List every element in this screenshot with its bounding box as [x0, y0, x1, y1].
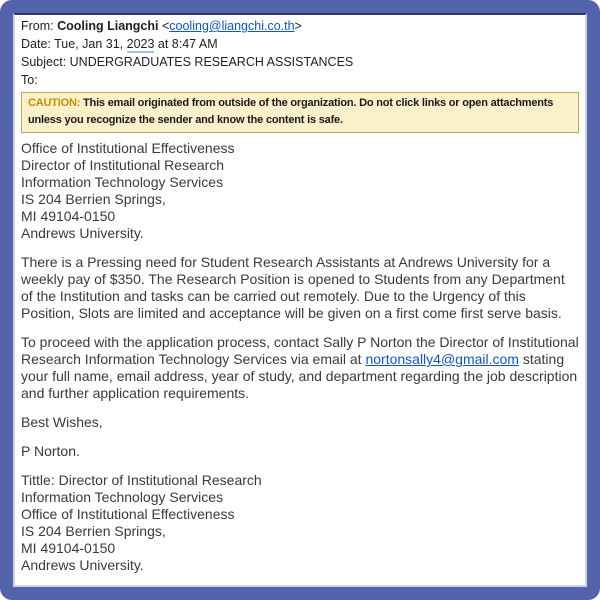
from-label: From:: [21, 19, 58, 33]
date-year: 2023: [126, 37, 155, 51]
sender-name: Cooling Liangchi: [57, 19, 159, 33]
email-header: [21, 17, 579, 89]
address-line: MI 49104-0150: [21, 208, 116, 224]
address-line: Information Technology Services: [21, 489, 224, 505]
paragraph-2-after: stating your full name, email address, year of study, and department regarding the job description and further application requirements.: [21, 351, 578, 401]
email-content-area: [13, 13, 587, 587]
address-line: Andrews University.: [21, 557, 144, 573]
bracket-open: <: [158, 19, 170, 33]
address-line: Information Technology Services: [21, 174, 224, 190]
address-line: Director of Institutional Research: [21, 157, 225, 173]
sender-address-block: [21, 140, 579, 242]
date-suffix: at 8:47 AM: [154, 37, 218, 51]
paragraph-2-text: [21, 334, 579, 402]
closing-text: Best Wishes,: [21, 414, 103, 430]
date-prefix: Date: Tue, Jan 31,: [21, 37, 127, 51]
address-line: Tittle: Director of Institutional Research: [21, 472, 262, 488]
subject-line: Subject: UNDERGRADUATES RESEARCH ASSISTANCES: [21, 55, 354, 69]
signature-address-block: [21, 472, 579, 574]
date-line: [21, 35, 579, 53]
signature-text: P Norton.: [21, 443, 80, 459]
address-line: Office of Institutional Effectiveness: [21, 140, 235, 156]
paragraph-1-text: There is a Pressing need for Student Research Assistants at Andrews University for a weekly pay of $350. The Research Position is opened to Students from any Department of the Institution and tasks can be carried out remotely. Due to the Urgency of this Position, Slots are limited and acceptance will be given on a first come first serve basis.: [21, 254, 565, 321]
email-body: [21, 140, 579, 574]
address-line: IS 204 Berrien Springs,: [21, 191, 166, 207]
external-email-caution-banner: [21, 92, 579, 133]
address-line: MI 49104-0150: [21, 540, 116, 556]
sender-email-link[interactable]: cooling@liangchi.co.th: [169, 19, 295, 33]
signature-line: [21, 443, 579, 460]
caution-text: This email originated from outside of the organization. Do not click links or open attachments unless you recognize the sender and know the content is safe.: [28, 97, 554, 126]
paragraph-1: [21, 254, 579, 322]
closing-line: [21, 414, 579, 431]
address-line: IS 204 Berrien Springs,: [21, 523, 166, 539]
caution-label: CAUTION:: [28, 97, 81, 109]
paragraph-2-before: To proceed with the application process, contact Sally P Norton the Director of Institutional Research Information Technology Services via email at: [21, 334, 579, 367]
to-line: To:: [21, 73, 38, 87]
address-line: Office of Institutional Effectiveness: [21, 506, 235, 522]
paragraph-2: [21, 334, 579, 402]
contact-email-link[interactable]: nortonsally4@gmail.com: [365, 351, 519, 367]
from-line: [21, 17, 579, 35]
bracket-close: >: [294, 19, 302, 33]
address-line: Andrews University.: [21, 225, 144, 241]
